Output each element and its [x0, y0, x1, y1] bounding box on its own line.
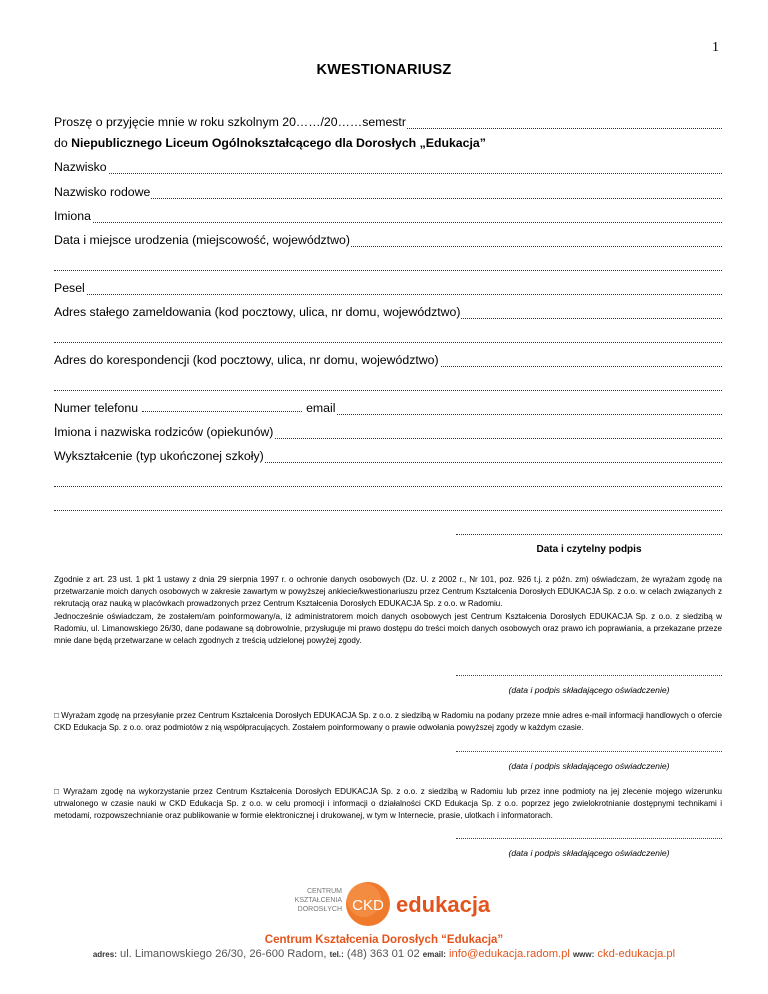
- declarant-signature-line-3[interactable]: [456, 838, 722, 839]
- footer-email-link[interactable]: info@edukacja.radom.pl: [449, 948, 570, 960]
- footer-contact: [0, 948, 768, 960]
- phone-email-field[interactable]: [54, 401, 722, 419]
- consent-paragraph-1: Zgodnie z art. 23 ust. 1 pkt 1 ustawy z dnia 29 sierpnia 1997 r. o ochronie danych osobowych (Dz. U. z 2002 r., Nr 101, poz. 926 t.j. z późn. zm) oświadczam, że wyrażam zgodę na przetwarzanie moich danych osobowych w zakresie zawartym w powyższej ankiecie/kwestionariuszu przez Centrum Kształcenia Dorosłych EDUKACJA Sp. z o.o. w celach związanych z rekrutacją oraz nauką w placówkach prowadzonych przez Centrum Kształcenia Dorosłych EDUKACJA Sp. z o.o. w Radomiu.: [54, 575, 722, 609]
- school-year-label: Proszę o przyjęcie mnie w roku szkolnym 20……/20……semestr: [54, 115, 406, 129]
- school-name: Niepublicznego Liceum Ogólnokształcącego dla Dorosłych „Edukacja”: [71, 136, 486, 150]
- surname-label: Nazwisko: [54, 160, 107, 174]
- school-year-field[interactable]: [54, 115, 722, 133]
- permanent-address-label: Adres stałego zameldowania (kod pocztowy, ulica, nr domu, województwo): [54, 305, 461, 319]
- first-names-field[interactable]: [54, 209, 722, 227]
- page-title: KWESTIONARIUSZ: [316, 62, 452, 78]
- footer-tel: (48) 363 01 02: [346, 948, 420, 960]
- footer-address: ul. Limanowskiego 26/30, 26-600 Radom,: [119, 948, 327, 960]
- phone-label: Numer telefonu: [54, 401, 139, 415]
- data-processing-consent: [54, 574, 722, 647]
- permanent-address-continuation[interactable]: [54, 329, 722, 347]
- declarant-signature-label-1: (data i podpis składającego oświadczenie): [508, 685, 670, 695]
- correspondence-address-continuation[interactable]: [54, 377, 722, 395]
- declarant-signature-line-2[interactable]: [456, 751, 722, 752]
- birth-field-continuation[interactable]: [54, 257, 722, 275]
- declarant-signature-label-3: (data i podpis składającego oświadczenie): [508, 848, 670, 858]
- footer-address-key: adres:: [92, 950, 117, 959]
- phone-input[interactable]: [142, 410, 302, 412]
- birth-field[interactable]: [54, 233, 722, 251]
- logo-line-3: DOROSŁYCH: [297, 906, 342, 913]
- declarant-signature-line-1[interactable]: [456, 675, 722, 676]
- education-continuation-2[interactable]: [54, 497, 722, 515]
- school-prefix: do: [54, 136, 68, 150]
- footer-tel-key: tel.:: [329, 950, 344, 959]
- logo-mark: CKD: [352, 897, 384, 914]
- education-field[interactable]: [54, 449, 722, 467]
- page-number: 1: [712, 40, 719, 55]
- footer-organization-name: Centrum Kształcenia Dorosłych “Edukacja”: [264, 934, 504, 946]
- signature-line[interactable]: [456, 534, 722, 535]
- footer-www-link[interactable]: ckd-edukacja.pl: [597, 948, 676, 960]
- logo-graphic: [284, 880, 504, 930]
- birth-label: Data i miejsce urodzenia (miejscowość, województwo): [54, 233, 350, 247]
- ckd-edukacja-logo: [284, 880, 504, 930]
- signature-label: Data i czytelny podpis: [536, 544, 642, 555]
- declarant-signature-label-2: (data i podpis składającego oświadczenie): [508, 761, 670, 771]
- maiden-name-field[interactable]: [54, 185, 722, 203]
- school-name-line: [54, 136, 722, 154]
- logo-word: edukacja: [396, 892, 491, 917]
- pesel-field[interactable]: [54, 281, 722, 299]
- parents-label: Imiona i nazwiska rodziców (opiekunów): [54, 425, 274, 439]
- permanent-address-field[interactable]: [54, 305, 722, 323]
- surname-field[interactable]: [54, 160, 722, 178]
- image-consent[interactable]: □ Wyrażam zgodę na wykorzystanie przez Centrum Kształcenia Dorosłych EDUKACJA Sp. z o.o. z siedzibą w Radomiu lub przez inne podmioty na jej zlecenie mojego wizerunku utrwalonego w czasie nauki w CKD Edukacja Sp. z o.o. w celu promocji i informacji o działalności CKD Edukacja Sp. z o.o. poprzez jego zwielokrotnianie dostępnymi technikami i metodami, rozpowszechnianie oraz publikowanie w formie elektronicznej i drukowanej, w tym w Internecie, prasie, ulotkach i informatorach.: [54, 787, 722, 821]
- footer-email-key: email:: [422, 950, 446, 959]
- email-consent[interactable]: □ Wyrażam zgodę na przesyłanie przez Centrum Kształcenia Dorosłych EDUKACJA Sp. z o.o. z siedzibą w Radomiu na podany przeze mnie adres e-mail informacji handlowych o ofercie CKD Edukacja Sp. z o.o. oraz podmiotów z nią współpracujących. Zostałem poinformowany o prawie odwołania powyższej zgody w każdym czasie.: [54, 711, 722, 733]
- correspondence-address-field[interactable]: [54, 353, 722, 371]
- parents-field[interactable]: [54, 425, 722, 443]
- footer-www-key: www:: [572, 950, 595, 959]
- correspondence-address-label: Adres do korespondencji (kod pocztowy, ulica, nr domu, województwo): [54, 353, 439, 367]
- logo-line-1: CENTRUM: [307, 888, 342, 895]
- maiden-name-label: Nazwisko rodowe: [54, 185, 151, 199]
- education-label: Wykształcenie (typ ukończonej szkoły): [54, 449, 264, 463]
- consent-paragraph-1b: Jednocześnie oświadczam, że zostałem/am poinformowany/a, iż administratorem moich danych osobowych jest Centrum Kształcenia Dorosłych EDUKACJA Sp. z o.o. z siedzibą w Radomiu, ul. Limanowskiego 26/30, dane podawane są dobrowolnie, przysługuje mi prawo dostępu do treści moich danych osobowych oraz prawo ich poprawiania, a przekazane przeze mnie dane będą przetwarzane w celach zgodnych z treścią udzielonej powyżej zgody.: [54, 611, 722, 646]
- pesel-label: Pesel: [54, 281, 85, 295]
- first-names-label: Imiona: [54, 209, 91, 223]
- education-continuation-1[interactable]: [54, 473, 722, 491]
- email-label: email: [306, 401, 336, 415]
- logo-line-2: KSZTAŁCENIA: [294, 897, 342, 904]
